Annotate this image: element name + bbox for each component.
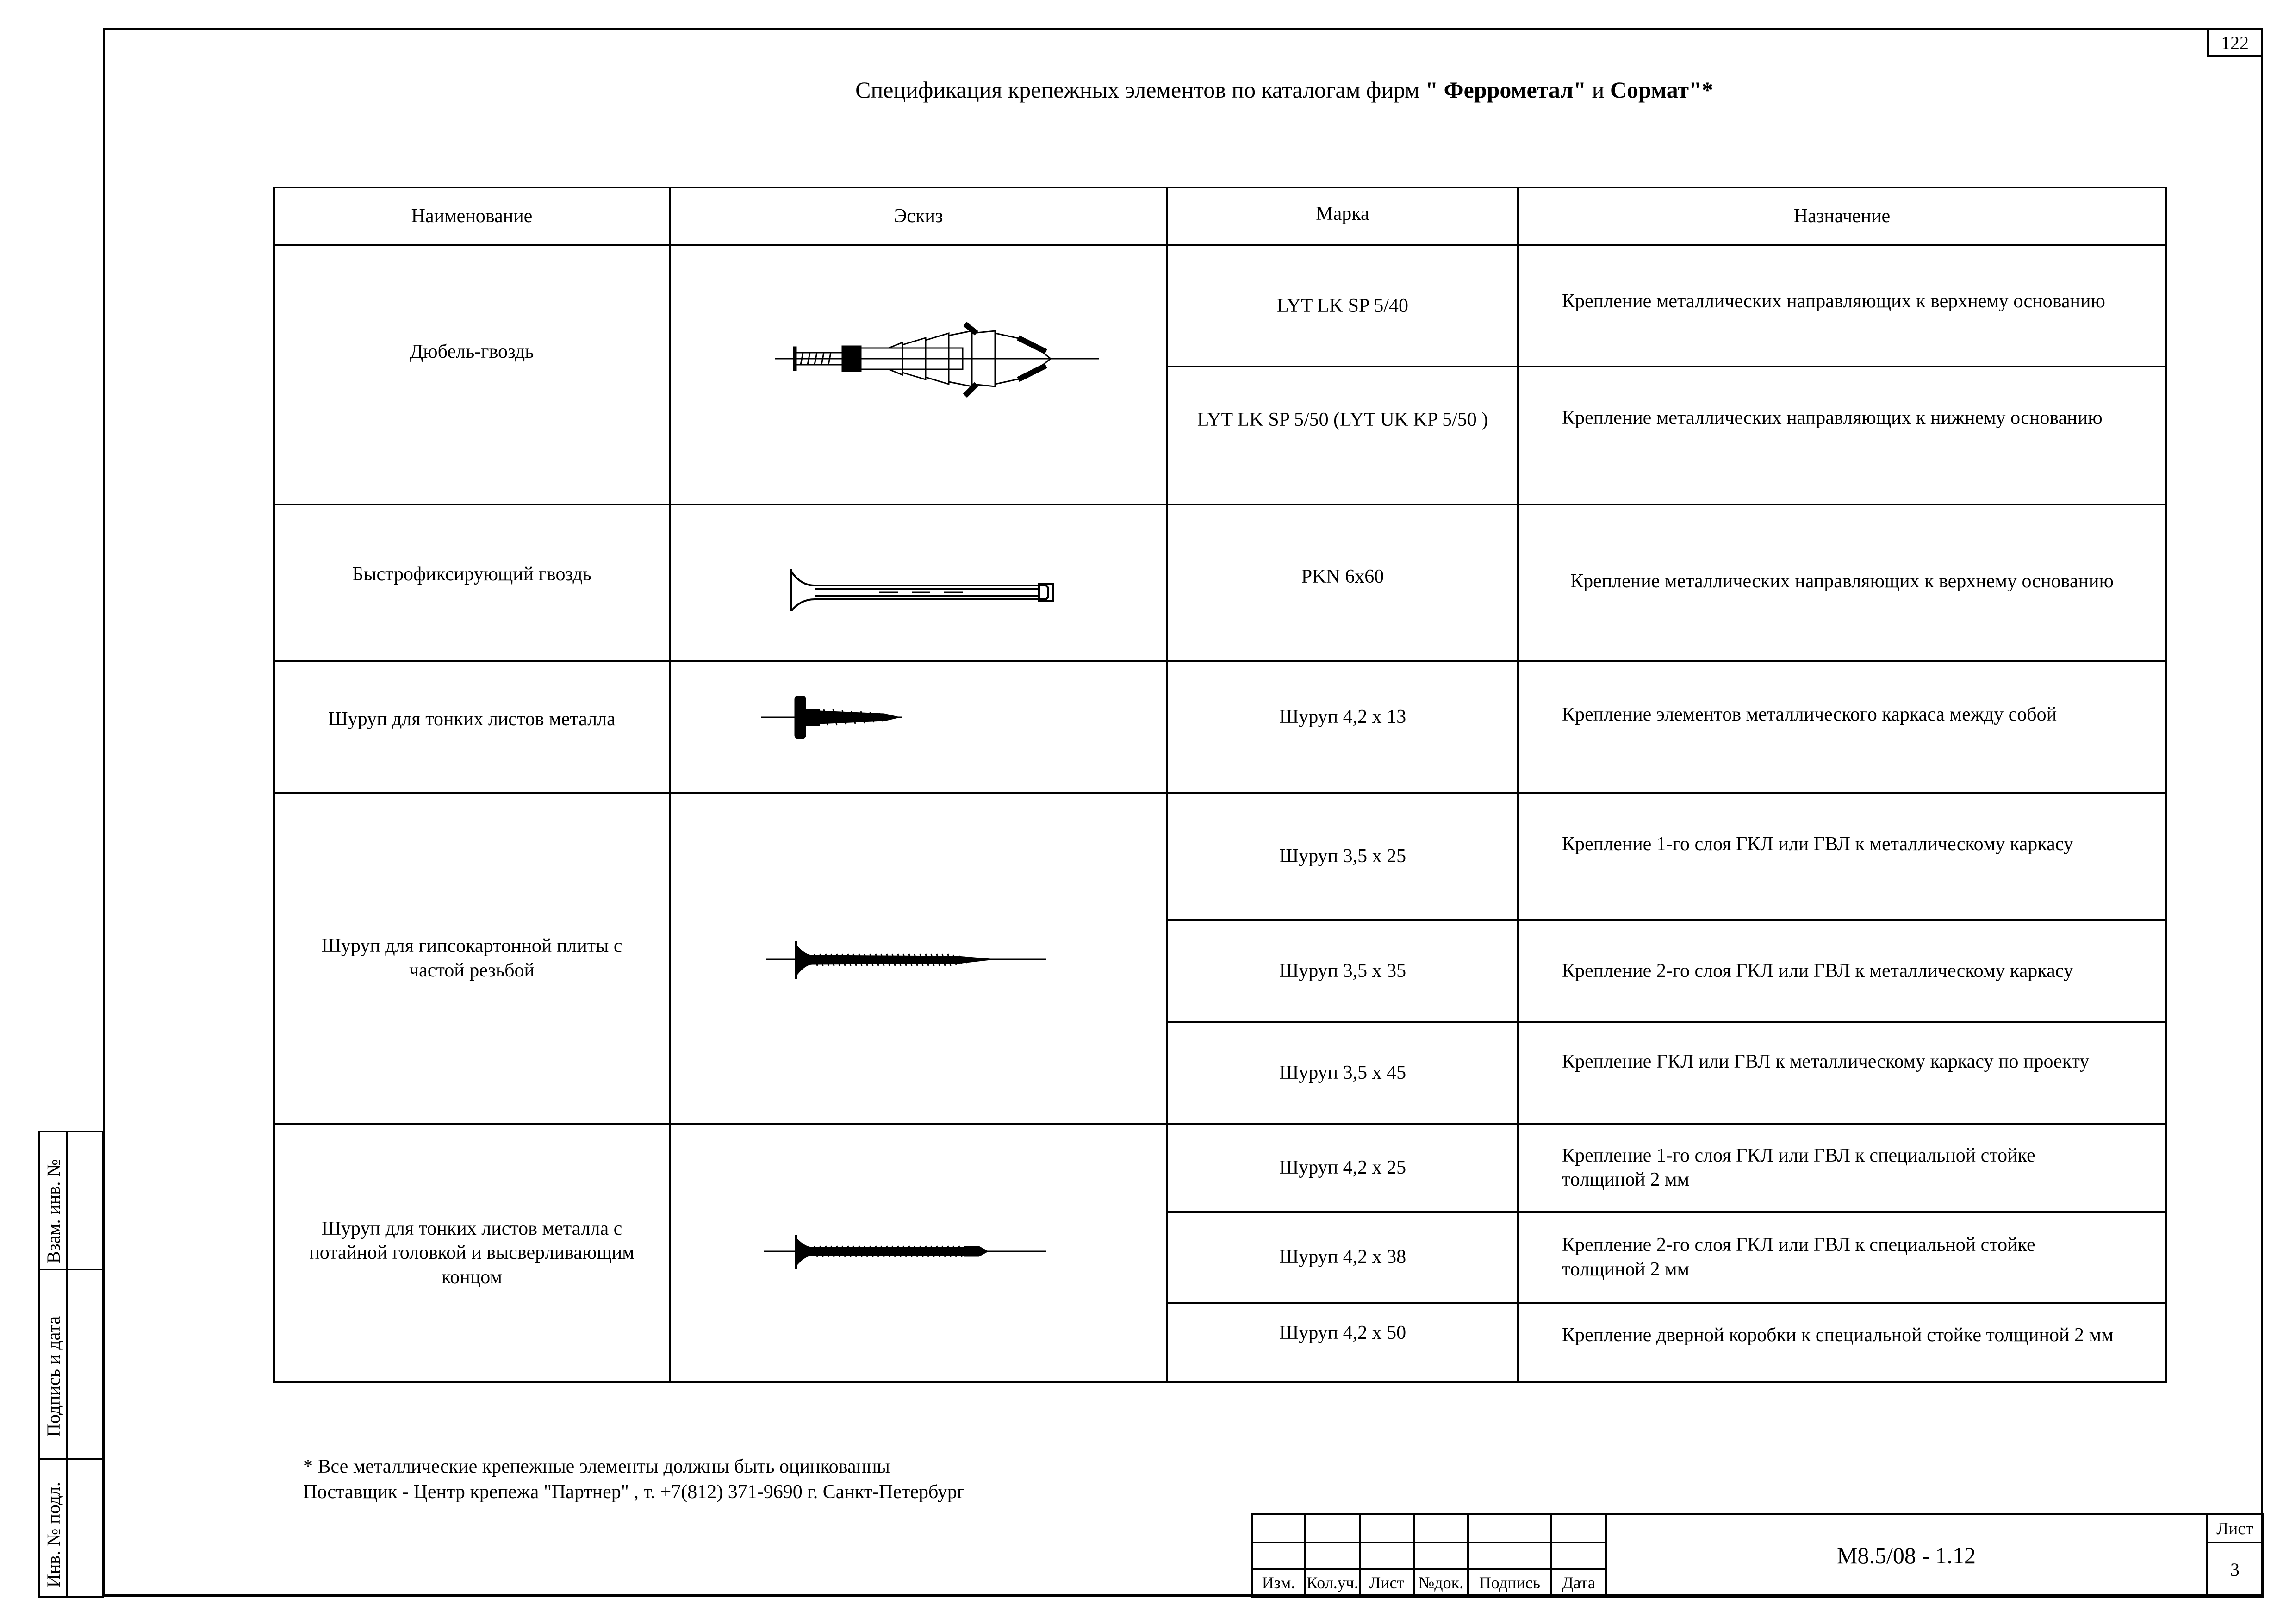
- group-name: Дюбель-гвоздь: [410, 341, 534, 362]
- mark-cell: Шуруп 3,5 х 45: [1279, 1062, 1406, 1083]
- group-name: Быстрофиксирующий гвоздь: [352, 564, 591, 585]
- purpose-line: Крепление 1-го слоя ГКЛ или ГВЛ к специальной стойке: [1562, 1144, 2035, 1166]
- purpose-cell: Крепление металлических направляющих к верхнему основанию: [1570, 571, 2114, 592]
- title-brand-1: " Феррометал": [1425, 77, 1587, 103]
- purpose-cell: Крепление металлических направляющих к нижнему основанию: [1562, 407, 2103, 429]
- group-name-line: потайной головкой и высверливающим: [309, 1242, 635, 1264]
- header-mark: Марка: [1316, 203, 1369, 225]
- mark-cell: Шуруп 4,2 х 38: [1279, 1246, 1406, 1268]
- purpose-line: толщиной 2 мм: [1562, 1169, 1690, 1190]
- tb-col-qty: Кол.уч.: [1307, 1573, 1358, 1592]
- mark-cell: LYT LK SP 5/50 (LYT UK KP 5/50 ): [1197, 409, 1488, 430]
- side-field-signature-date: Подпись и дата: [43, 1316, 64, 1437]
- tb-col-sheet: Лист: [1369, 1573, 1405, 1592]
- group-name-line: Шуруп для тонких листов металла с: [321, 1218, 622, 1239]
- mark-cell: Шуруп 3,5 х 35: [1279, 960, 1406, 982]
- group-name-line: концом: [441, 1266, 502, 1288]
- mark-cell: LYT LK SP 5/40: [1277, 295, 1408, 317]
- header-purpose: Назначение: [1793, 205, 1891, 227]
- document-code: М8.5/08 - 1.12: [1837, 1542, 1976, 1568]
- purpose-line: толщиной 2 мм: [1562, 1258, 1690, 1280]
- purpose-cell: Крепление дверной коробки к специальной стойке толщиной 2 мм: [1562, 1324, 2114, 1346]
- tb-sheet-value: 3: [2230, 1559, 2240, 1580]
- sheet-number: 122: [2207, 28, 2263, 57]
- mark-cell: PKN 6x60: [1301, 566, 1384, 587]
- mark-cell: Шуруп 4,2 х 13: [1279, 706, 1406, 728]
- header-name: Наименование: [411, 205, 533, 227]
- purpose-cell: Крепление 2-го слоя ГКЛ или ГВЛ к металлическому каркасу: [1562, 960, 2073, 982]
- mark-cell: Шуруп 3,5 х 25: [1279, 846, 1406, 867]
- tb-col-signature: Подпись: [1479, 1573, 1541, 1592]
- group-name: Шуруп для тонких листов металла: [328, 709, 616, 730]
- title-brand-2: Сормат"*: [1610, 77, 1713, 103]
- title-prefix: Спецификация крепежных элементов по каталогам фирм: [855, 77, 1425, 103]
- purpose-cell: Крепление ГКЛ или ГВЛ к металлическому каркасу по проекту: [1562, 1051, 2090, 1072]
- mark-cell: Шуруп 4,2 х 25: [1279, 1157, 1406, 1178]
- group-name-line: частой резьбой: [409, 959, 535, 981]
- purpose-cell: Крепление металлических направляющих к верхнему основанию: [1562, 291, 2105, 312]
- purpose-line: Крепление 2-го слоя ГКЛ или ГВЛ к специальной стойке: [1562, 1234, 2035, 1256]
- tb-sheet-label: Лист: [2216, 1518, 2253, 1538]
- tb-col-doc: №док.: [1418, 1573, 1464, 1592]
- group-name-line: Шуруп для гипсокартонной плиты с: [321, 935, 622, 957]
- note-zinc: * Все металлические крепежные элементы должны быть оцинкованны: [303, 1456, 890, 1477]
- tb-col-date: Дата: [1562, 1573, 1595, 1592]
- tb-col-change: Изм.: [1262, 1573, 1295, 1592]
- mark-cell: Шуруп 4,2 х 50: [1279, 1322, 1406, 1343]
- header-sketch: Эскиз: [894, 205, 943, 227]
- side-field-replace-inv: Взам. инв. №: [43, 1159, 64, 1263]
- note-supplier: Поставщик - Центр крепежа "Партнер" , т. +7(812) 371-9690 г. Санкт-Петербург: [303, 1481, 965, 1503]
- side-field-inv-original: Инв. № подл.: [43, 1482, 64, 1587]
- purpose-cell: Крепление 1-го слоя ГКЛ или ГВЛ к металлическому каркасу: [1562, 833, 2073, 855]
- purpose-cell: Крепление элементов металлического каркаса между собой: [1562, 704, 2057, 725]
- title-mid: и: [1586, 77, 1610, 103]
